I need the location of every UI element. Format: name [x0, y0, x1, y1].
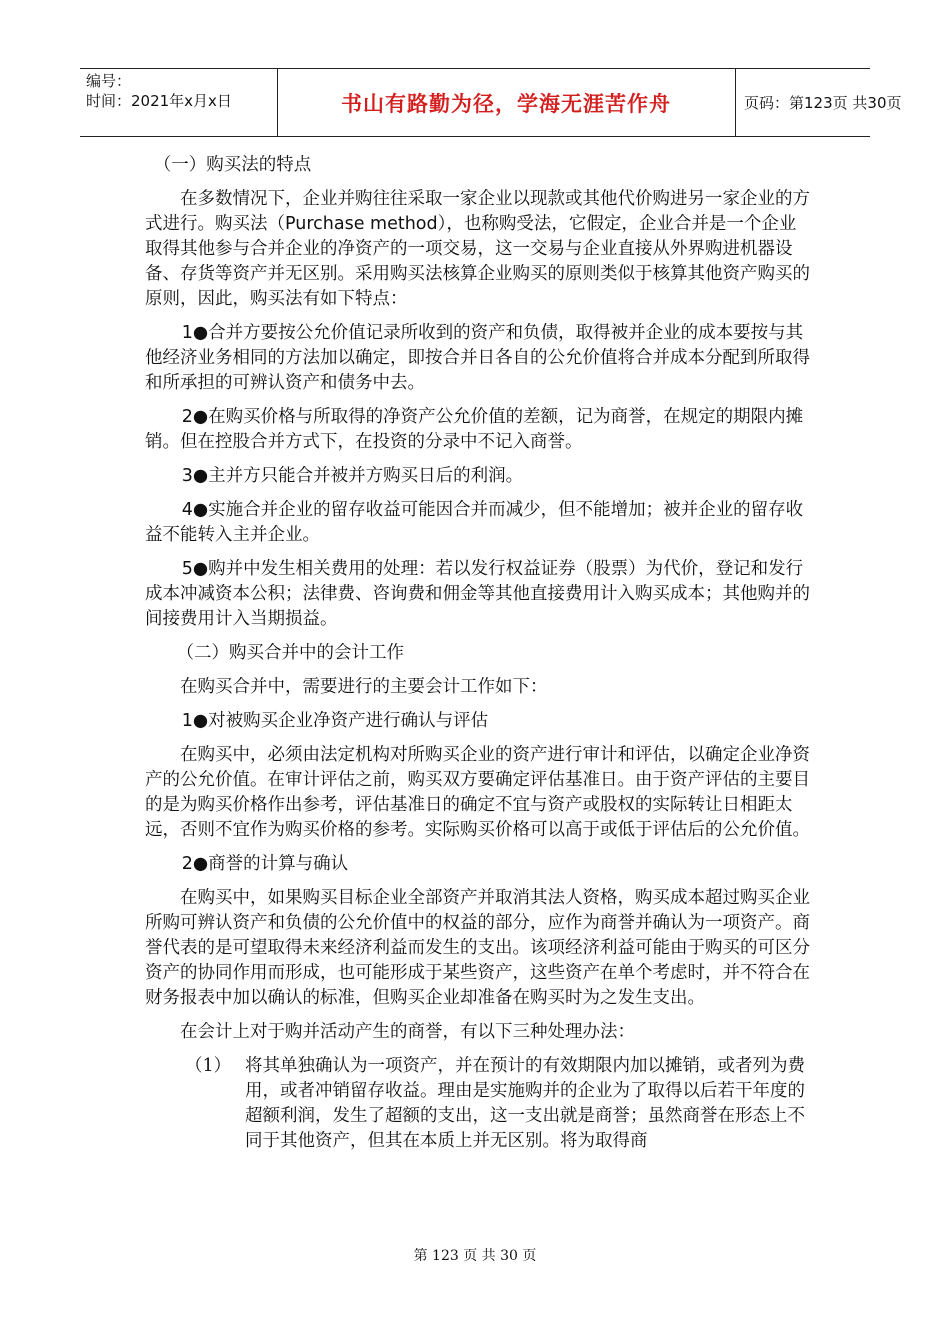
- header-meta: [80, 71, 277, 134]
- work-item-heading: 2●商誉的计算与确认: [181, 854, 349, 874]
- feature-item: 3●主并方只能合并被并方购买日后的利润。: [181, 466, 524, 486]
- paragraph: 在多数情况下，企业并购往往采取一家企业以现款或其他代价购进另一家企业的方式进行。购买法（Purchase method），也称购受法，它假定，企业合并是一个企业取得其他参与合并企业的净资产的一项交易，这一交易与企业直接从外界购进机器设备、存货等资产并无区别。采用购买法核算企业购买的原则类似于核算其他资产购买的原则，因此，购买法有如下特点：: [145, 189, 810, 309]
- method-item: [145, 1054, 810, 1154]
- feature-item: 5●购并中发生相关费用的处理：若以发行权益证券（股票）为代价，登记和发行成本冲减资本公积；法律费、咨询费和佣金等其他直接费用计入购买成本；其他购并的间接费用计入当期损益。: [145, 559, 810, 629]
- paragraph: 在购买中，必须由法定机构对所购买企业的资产进行审计和评估，以确定企业净资产的公允价值。在审计评估之前，购买双方要确定评估基准日。由于资产评估的主要目的是为购买价格作出参考，评估基准日的确定不宜与资产或股权的实际转让日相距太远，否则不宜作为购买价格的参考。实际购买价格可以高于或低于评估后的公允价值。: [145, 745, 810, 840]
- header-divider: [277, 69, 278, 136]
- document-date: 时间：2021年x月x日: [86, 92, 232, 110]
- paragraph: 在会计上对于购并活动产生的商誉，有以下三种处理办法：: [180, 1022, 635, 1042]
- header-divider: [735, 69, 736, 136]
- paragraph: 在购买合并中，需要进行的主要会计工作如下：: [180, 677, 548, 697]
- document-number: 编号：: [86, 72, 132, 90]
- method-text: 将其单独确认为一项资产，并在预计的有效期限内加以摊销，或者列为费用，或者冲销留存收益。理由是实施购并的企业为了取得以后若干年度的超额利润，发生了超额的支出，这一支出就是商誉；虽然商誉在形态上不同于其他资产，但其在本质上并无区别。将为取得商: [245, 1056, 805, 1151]
- header-motto: 书山有路勤为径，学海无涯苦作舟: [341, 91, 671, 116]
- feature-item: 1●合并方要按公允价值记录所收到的资产和负债，取得被并企业的成本要按与其他经济业务相同的方法加以确定，即按合并日各自的公允价值将合并成本分配到所取得和所承担的可辨认资产和债务中去。: [145, 323, 810, 393]
- header-page-info: 页码：第123页 共30页: [744, 94, 902, 112]
- section-heading: （一）购买法的特点: [153, 155, 312, 175]
- document-body: [145, 153, 810, 1163]
- feature-item: 2●在购买价格与所取得的净资产公允价值的差额，记为商誉，在规定的期限内摊销。但在控股合并方式下，在投资的分录中不记入商誉。: [145, 407, 804, 452]
- work-item-heading: 1●对被购买企业净资产进行确认与评估: [181, 711, 489, 731]
- page-header: [80, 68, 902, 137]
- method-number: （1）: [185, 1056, 232, 1076]
- section-heading: （二）购买合并中的会计工作: [176, 643, 404, 663]
- page-footer: 第 123 页 共 30 页: [413, 1248, 537, 1264]
- feature-item: 4●实施合并企业的留存收益可能因合并而减少，但不能增加；被并企业的留存收益不能转入主并企业。: [145, 500, 804, 545]
- paragraph: 在购买中，如果购买目标企业全部资产并取消其法人资格，购买成本超过购买企业所购可辨认资产和负债的公允价值中的权益的部分，应作为商誉并确认为一项资产。商誉代表的是可望取得未来经济利益而发生的支出。该项经济利益可能由于购买的可区分资产的协同作用而形成，也可能形成于某些资产，这些资产在单个考虑时，并不符合在财务报表中加以确认的标准，但购买企业却准备在购买时为之发生支出。: [145, 888, 810, 1008]
